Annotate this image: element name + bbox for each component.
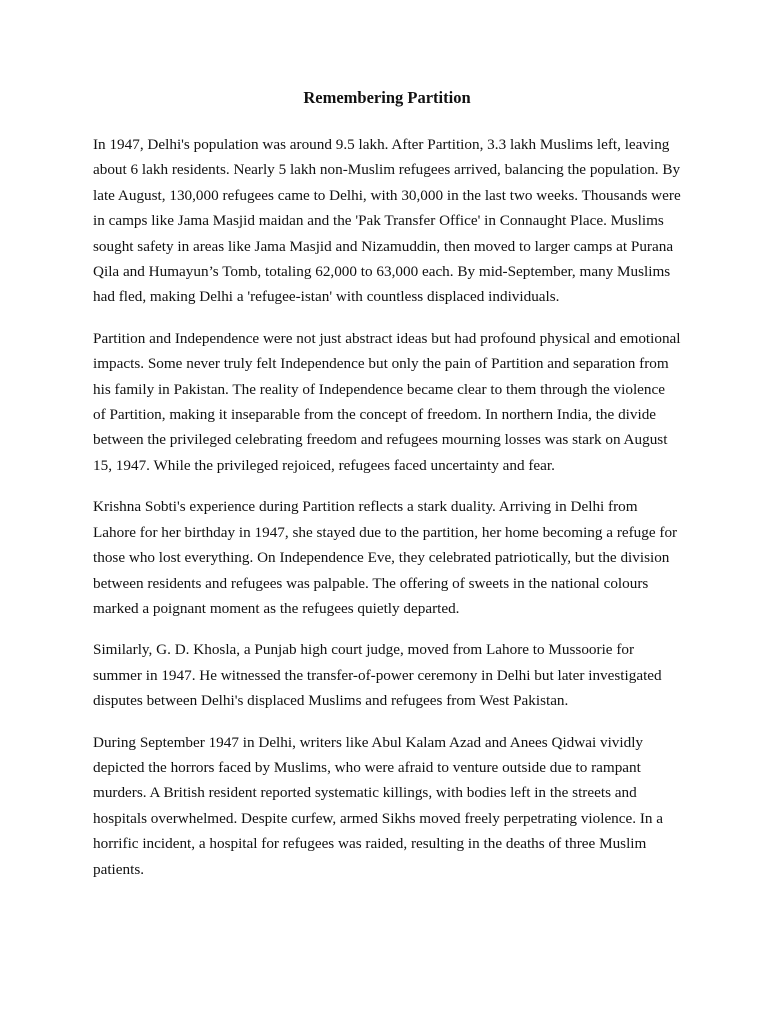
paragraph-delhi-population: In 1947, Delhi's population was around 9.5 lakh. After Partition, 3.3 lakh Muslims left, leaving about 6 lakh residents. Nearly 5 lakh non-Muslim refugees arrived, balancing the population. By late August, 130,000 refugees came to Delhi, with 30,000 in the last two weeks. Thousands were in camps like Jama Masjid maidan and the 'Pak Transfer Office' in Connaught Place. Muslims sought safety in areas like Jama Masjid and Nizamuddin, then moved to larger camps at Purana Qila and Humayun’s Tomb, totaling 62,000 to 63,000 each. By mid-September, many Muslims had fled, making Delhi a 'refugee-istan' with countless displaced individuals. xyxy=(93,136,681,306)
paragraph-partition-independence: Partition and Independence were not just abstract ideas but had profound physical and emotional impacts. Some never truly felt Independence but only the pain of Partition and separation from his family in Pakistan. The reality of Independence became clear to them through the violence of Partition, making it inseparable from the concept of freedom. In northern India, the divide between the privileged celebrating freedom and refugees mourning losses was stark on August 15, 1947. While the privileged rejoiced, refugees faced uncertainty and fear. xyxy=(93,329,681,474)
document-page xyxy=(93,84,681,898)
paragraph-gd-khosla: Similarly, G. D. Khosla, a Punjab high court judge, moved from Lahore to Mussoorie for summer in 1947. He witnessed the transfer-of-power ceremony in Delhi but later investigated disputes between Delhi's displaced Muslims and refugees from West Pakistan. xyxy=(93,641,662,710)
paragraph-september-1947: During September 1947 in Delhi, writers like Abul Kalam Azad and Anees Qidwai vividly depicted the horrors faced by Muslims, who were afraid to venture outside due to rampant murders. A British resident reported systematic killings, with bodies left in the streets and hospitals overwhelmed. Despite curfew, armed Sikhs moved freely perpetrating violence. In a horrific incident, a hospital for refugees was raided, resulting in the deaths of three Muslim patients. xyxy=(93,733,664,878)
document-title: Remembering Partition xyxy=(303,88,471,107)
paragraph-krishna-sobti: Krishna Sobti's experience during Partition reflects a stark duality. Arriving in Delhi from Lahore for her birthday in 1947, she stayed due to the partition, her home becoming a refuge for those who lost everything. On Independence Eve, they celebrated patriotically, but the division between residents and refugees was palpable. The offering of sweets in the national colours marked a poignant moment as the refugees quietly departed. xyxy=(93,498,678,617)
